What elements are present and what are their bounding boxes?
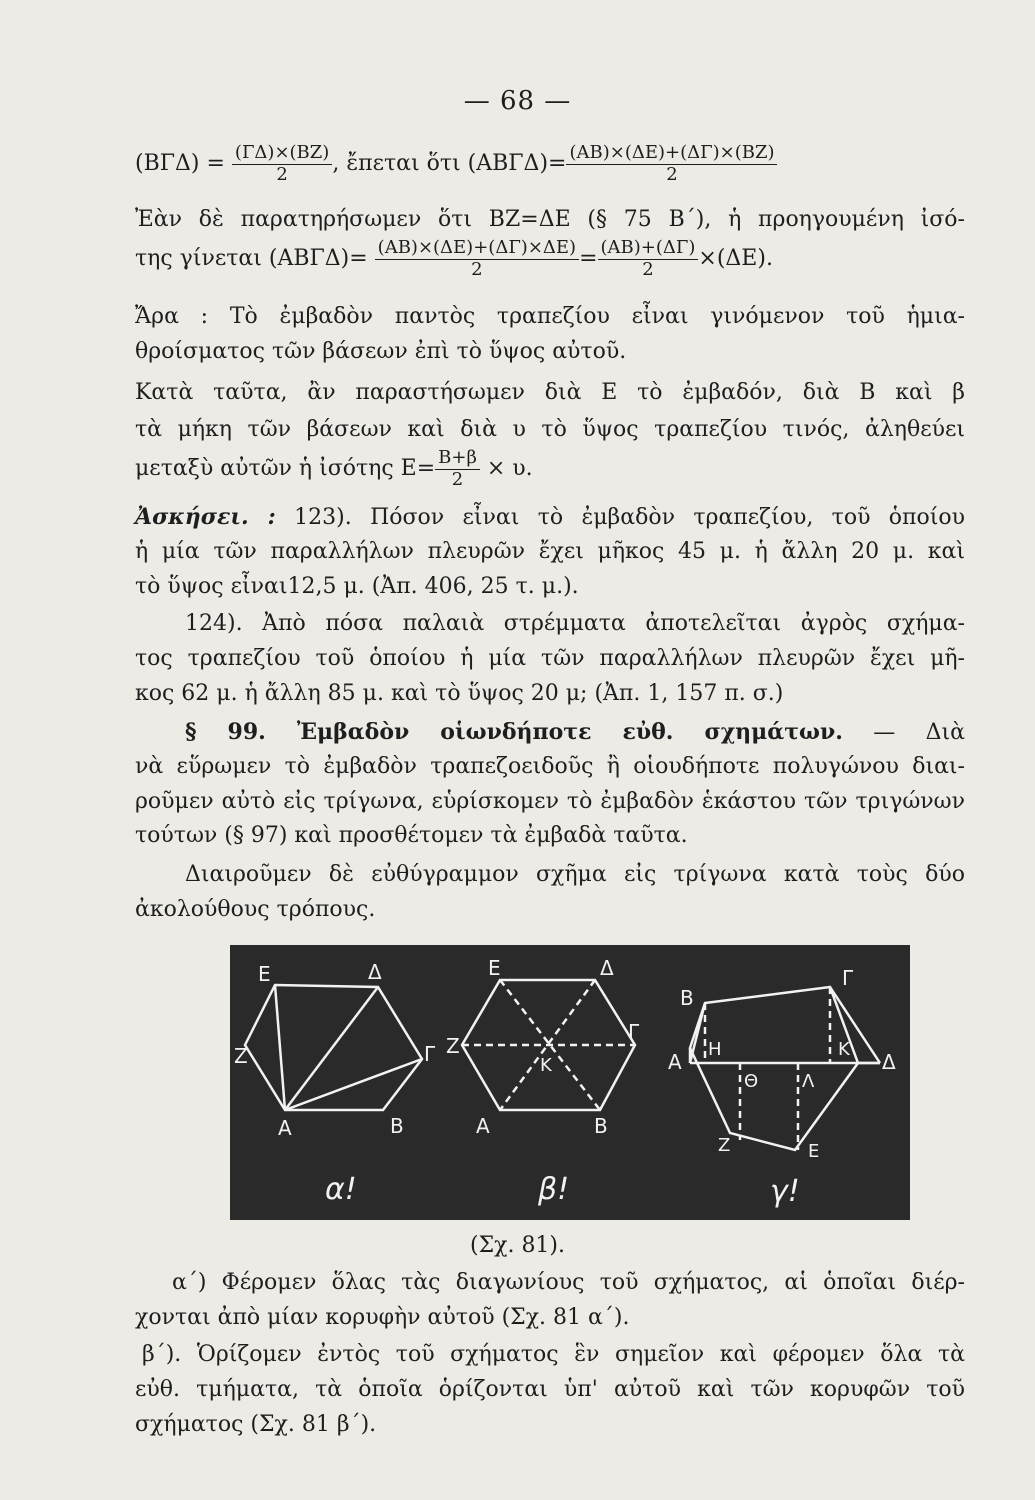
caption-a: α! <box>325 1172 357 1207</box>
section-99-rest: — Διὰ <box>842 720 965 745</box>
paragraph-line: 124). Ἀπὸ πόσα παλαιὰ στρέμματα ἀποτελεῖται ἀγρὸς σχήμα- <box>185 611 965 636</box>
paragraph-line: Ἄρα : Τὸ ἐμβαδὸν παντὸς τραπεζίου εἶναι γινόμενον τοῦ ἡμια- <box>135 304 965 329</box>
label-c-b: Β <box>680 986 694 1010</box>
caption-c: γ! <box>770 1174 800 1209</box>
figure-81-drawing <box>230 945 910 1220</box>
label-b-z: Ζ <box>446 1034 460 1058</box>
page-number: — 68 — <box>463 86 572 116</box>
paragraph-line: Ἐὰν δὲ παρατηρήσωμεν ὅτι ΒΖ=ΔΕ (§ 75 Β΄), ἡ προηγουμένη ἰσό- <box>135 207 965 232</box>
paragraph-line: νὰ εὕρωμεν τὸ ἐμβαδὸν τραπεζοειδοῦς ἢ οἱουδήποτε πολυγώνου διαι- <box>135 754 965 779</box>
label-a-a: Α <box>278 1116 292 1140</box>
paragraph-line: εὐθ. τμήματα, τὰ ὁποῖα ὁρίζονται ὑπ' αὐτοῦ καὶ τῶν κορυφῶν τοῦ <box>135 1377 965 1402</box>
label-a-g: Γ <box>424 1042 436 1066</box>
paragraph-line: θροίσματος τῶν βάσεων ἐπὶ τὸ ὕψος αὐτοῦ. <box>135 339 627 364</box>
equation-area-bgd <box>135 143 965 185</box>
section-99-heading <box>185 720 965 745</box>
paragraph-line: χονται ἀπὸ μίαν κορυφὴν αὐτοῦ (Σχ. 81 α΄). <box>135 1305 630 1330</box>
label-c-lambda: Λ <box>802 1071 815 1092</box>
label-a-b: Β <box>390 1114 404 1138</box>
paragraph-line: ἡ μία τῶν παραλλήλων πλευρῶν ἔχει μῆκος 45 μ. ἡ ἄλλη 20 μ. καὶ <box>135 539 965 564</box>
eq1-middle: , ἔπεται ὅτι (ΑΒΓΔ)= <box>332 151 567 177</box>
eq2-left: της γίνεται (ΑΒΓΔ)= <box>135 246 368 272</box>
paragraph-line: τὰ μήκη τῶν βάσεων καὶ διὰ υ τὸ ὕψος τραπεζίου τινός, ἀληθεύει <box>135 417 965 442</box>
section-99-title: Ἐμβαδὸν οἱωνδήποτε εὐθ. σχημάτων. <box>265 719 843 745</box>
paragraph-line: β΄). Ὁρίζομεν ἐντὸς τοῦ σχήματος ἓν σημεῖον καὶ φέρομεν ὅλα τὰ <box>142 1342 965 1367</box>
paragraph-line: ἀκολούθους τρόπους. <box>135 897 376 922</box>
side-c-ba <box>690 1003 705 1063</box>
eq3-right: × υ. <box>479 456 533 482</box>
eq1-fraction-1 <box>232 143 332 185</box>
figure-caption: (Σχ. 81). <box>469 1233 566 1258</box>
paragraph-line: τὸ ὕψος εἶναι12,5 μ. (Ἀπ. 406, 25 τ. μ.). <box>135 574 579 599</box>
eq3-fraction <box>435 448 480 490</box>
eq2-fraction-1 <box>375 238 579 280</box>
eq3-left: μεταξὺ αὐτῶν ἡ ἰσότης Ε= <box>135 456 436 482</box>
paragraph-line: τούτων (§ 97) καὶ προσθέτομεν τὰ ἐμβαδὰ ταῦτα. <box>135 823 688 848</box>
exercises-label: Ἀσκήσει. : <box>135 504 276 530</box>
exercise-123-text: 123). Πόσον εἶναι τὸ ἐμβαδὸν τραπεζίου, τοῦ ὁποίου <box>275 505 965 530</box>
paragraph-line: κος 62 μ. ἡ ἄλλη 85 μ. καὶ τὸ ὕψος 20 μ; (Ἀπ. 1, 157 π. σ.) <box>135 681 784 706</box>
label-b-d: Δ <box>600 956 614 980</box>
eq2-fraction-2 <box>598 238 699 280</box>
eq2-f2-numerator: (ΑΒ)+(ΔΓ) <box>598 238 699 260</box>
paragraph-line: Διαιροῦμεν δὲ εὐθύγραμμον σχῆμα εἰς τρίγωνα κατὰ τοὺς δύο <box>185 862 965 887</box>
paragraph-line: ροῦμεν αὐτὸ εἰς τρίγωνα, εὑρίσκομεν τὸ ἐμβαδὸν ἑκάστου τῶν τριγώνων <box>135 789 965 814</box>
eq1-f1-numerator: (ΓΔ)×(ΒΖ) <box>232 143 332 165</box>
eq2-f2-denominator: 2 <box>642 258 654 280</box>
caption-b: β! <box>538 1172 570 1207</box>
paragraph-line: σχήματος (Σχ. 81 β΄). <box>135 1412 377 1437</box>
eq1-f1-denominator: 2 <box>276 163 288 185</box>
equation-trapezoid <box>135 448 965 490</box>
label-b-a: Α <box>476 1114 490 1138</box>
eq2-equals: = <box>579 246 598 272</box>
label-c-h: Η <box>708 1039 722 1060</box>
label-b-k: Κ <box>540 1055 552 1076</box>
eq1-f2-denominator: 2 <box>666 163 678 185</box>
diagonal-a-ae <box>275 985 285 1110</box>
paragraph-line: Κατὰ ταῦτα, ἂν παραστήσωμεν διὰ Ε τὸ ἐμβαδόν, διὰ Β καὶ β <box>135 380 965 405</box>
label-c-a: Α <box>668 1050 682 1074</box>
paragraph-line: α΄) Φέρομεν ὅλας τὰς διαγωνίους τοῦ σχήματος, αἱ ὁποῖαι διέρ- <box>172 1270 965 1295</box>
eq3-numerator: Β+β <box>435 448 480 470</box>
label-b-g: Γ <box>628 1020 640 1044</box>
eq1-f2-numerator: (ΑΒ)×(ΔΕ)+(ΔΓ)×(ΒΖ) <box>566 143 777 165</box>
polygon-c <box>690 987 858 1150</box>
paragraph-line: τος τραπεζίου τοῦ ὁποίου ἡ μία τῶν παραλλήλων πλευρῶν ἔχει μῆ- <box>135 646 965 671</box>
label-c-theta: Θ <box>744 1071 759 1092</box>
figure-81 <box>230 945 910 1220</box>
section-99-number: § 99. <box>185 719 266 745</box>
label-c-k: Κ <box>838 1039 850 1060</box>
label-a-e: Ε <box>258 962 271 986</box>
eq1-fraction-2 <box>566 143 777 185</box>
label-c-g: Γ <box>842 966 854 990</box>
eq2-f1-numerator: (ΑΒ)×(ΔΕ)+(ΔΓ)×ΔΕ) <box>375 238 579 260</box>
eq2-right: ×(ΔΕ). <box>698 246 773 272</box>
exercise-123-line <box>135 505 965 530</box>
label-a-z: Ζ <box>234 1044 248 1068</box>
label-b-e: Ε <box>488 956 501 980</box>
label-c-d: Δ <box>882 1050 896 1074</box>
eq1-left: (ΒΓΔ) = <box>135 151 225 177</box>
eq2-f1-denominator: 2 <box>471 258 483 280</box>
equation-area-abgd <box>135 238 965 280</box>
label-a-d: Δ <box>368 960 382 984</box>
eq3-denominator: 2 <box>451 468 464 490</box>
label-b-b: Β <box>594 1114 608 1138</box>
label-c-e: Ε <box>808 1141 820 1162</box>
label-c-z: Ζ <box>718 1135 731 1156</box>
